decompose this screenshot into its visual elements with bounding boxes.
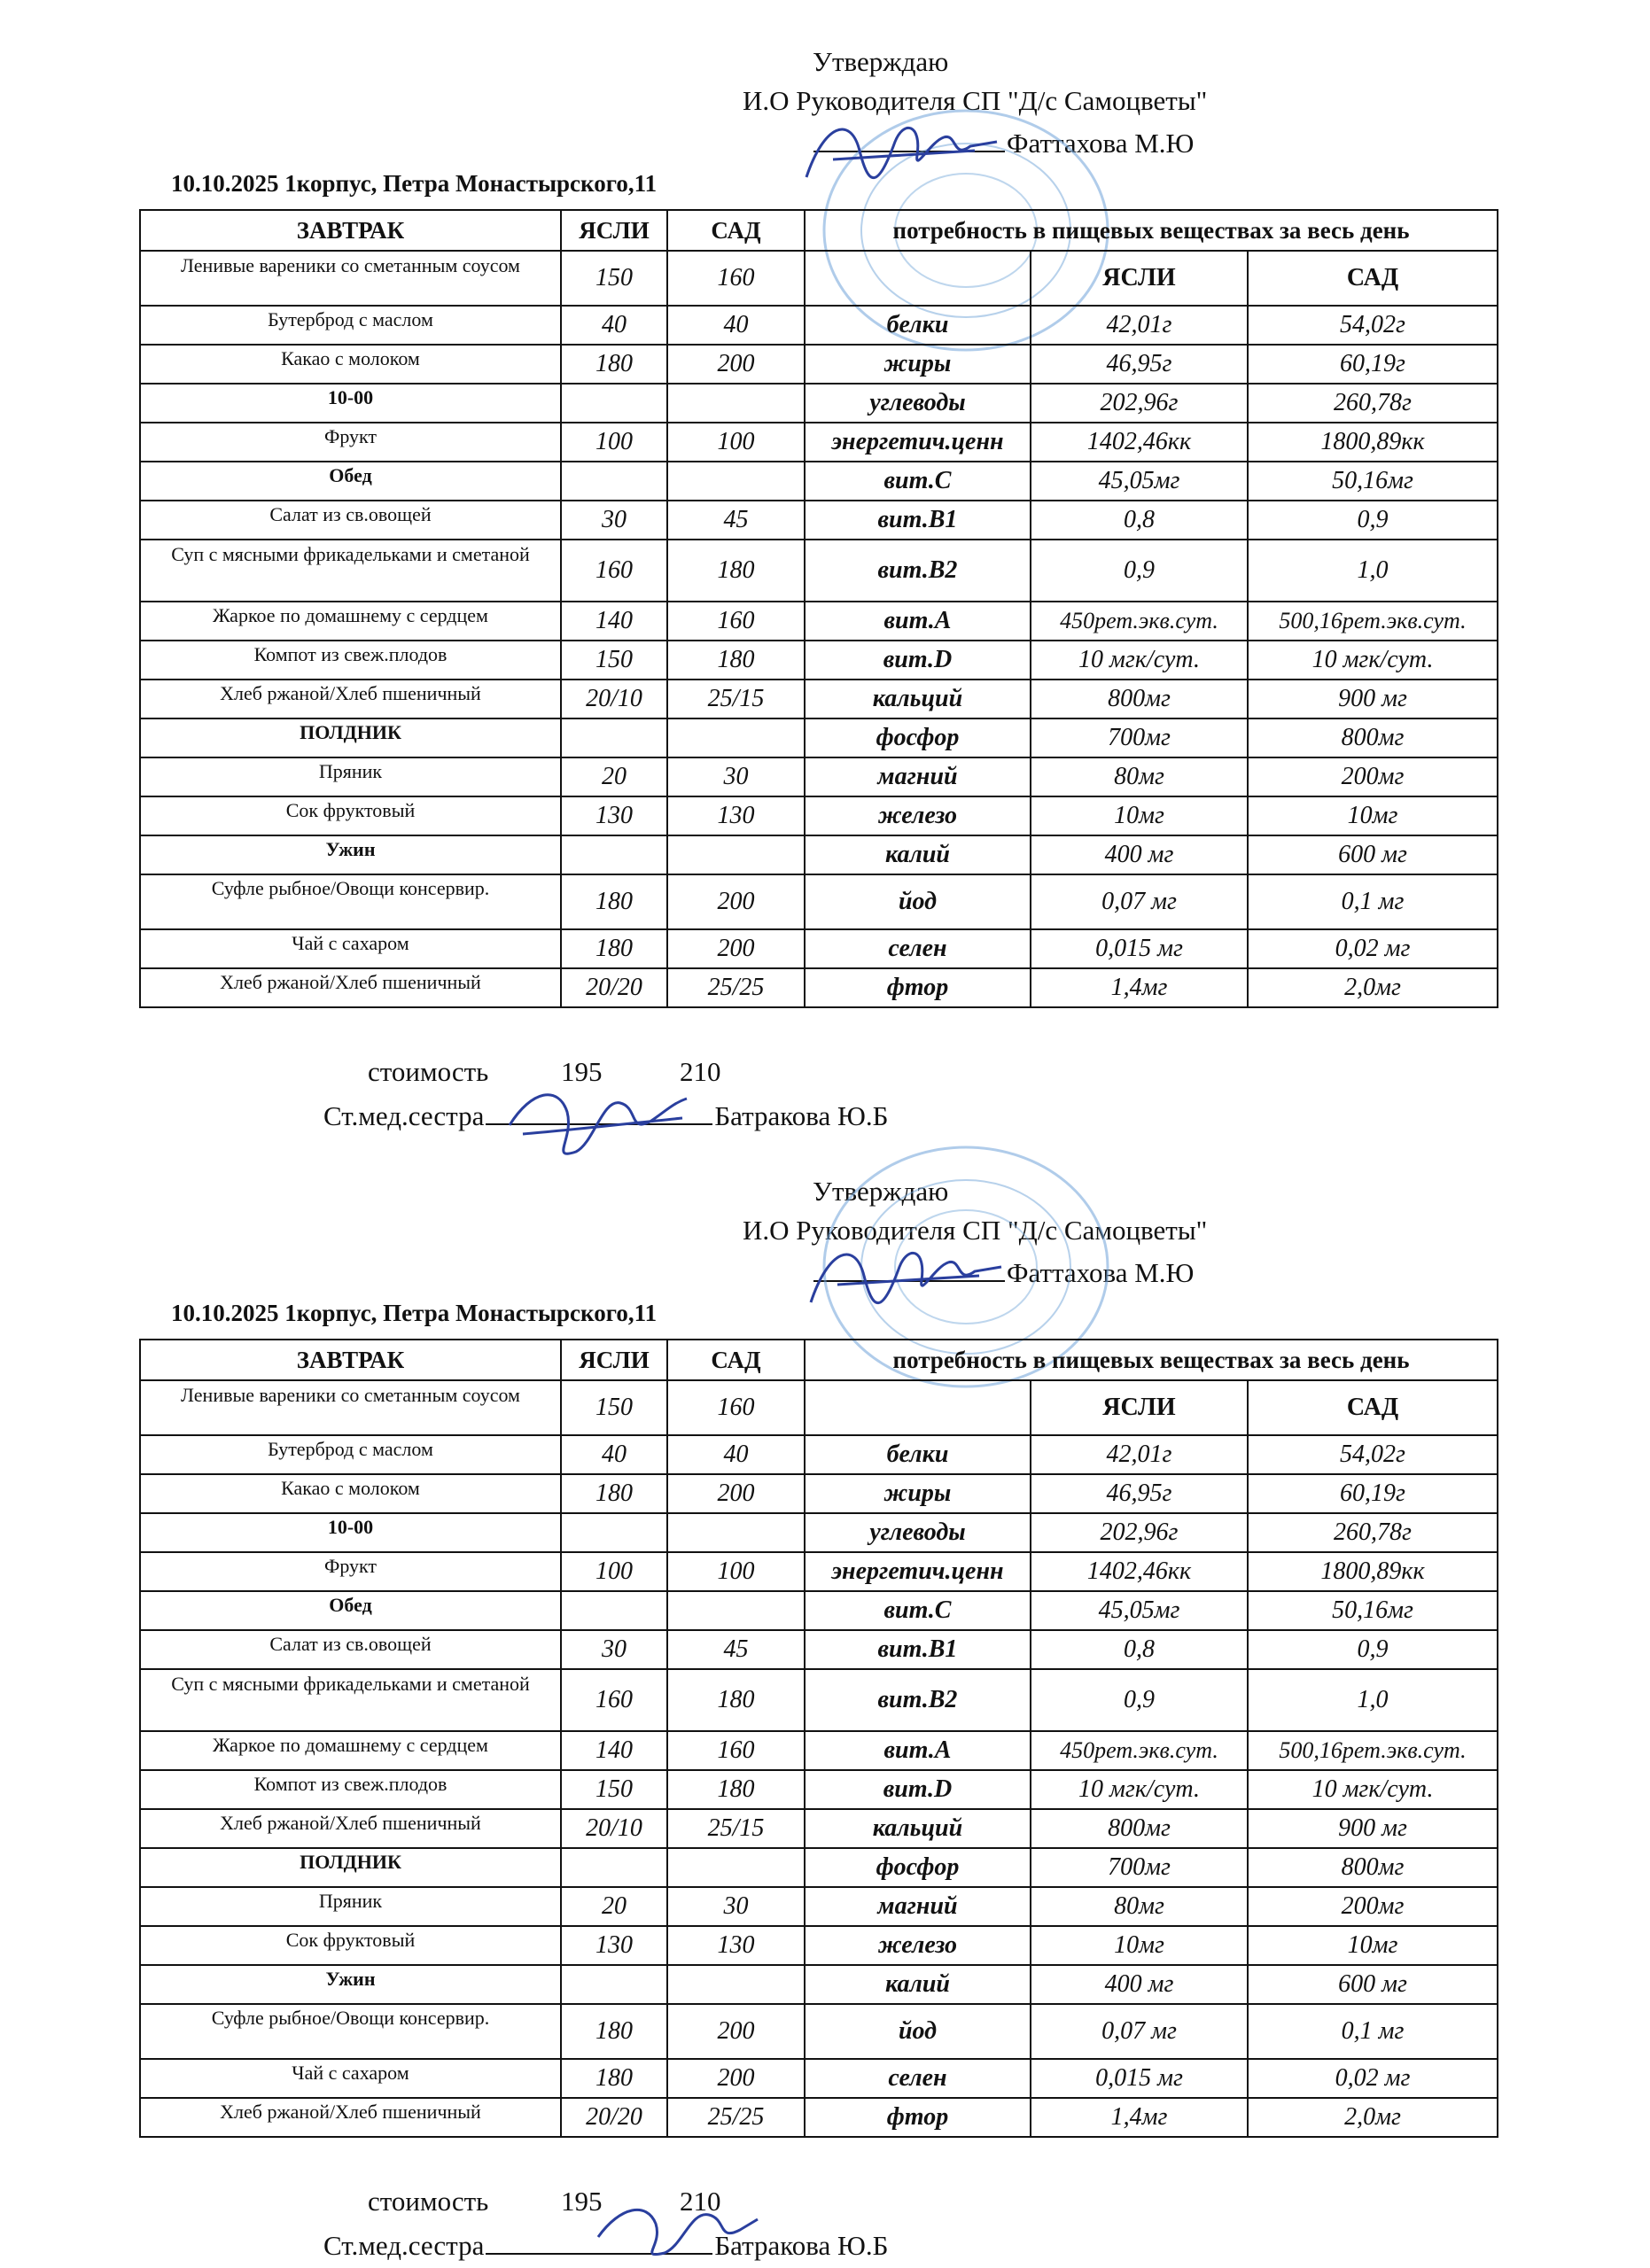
nutrient-value-nursery: 10мг <box>1031 1926 1248 1965</box>
nutrient-name: вит.В2 <box>805 1669 1031 1731</box>
nutrient-name: селен <box>805 2059 1031 2098</box>
nutrient-subheader-garden: САД <box>1248 251 1498 306</box>
dish-portion-garden: 130 <box>667 796 805 835</box>
dish-name: 10-00 <box>140 1513 561 1552</box>
table-row <box>140 968 1498 1007</box>
dish-portion-garden: 25/15 <box>667 1809 805 1848</box>
dish-portion-garden: 180 <box>667 1669 805 1731</box>
table-row <box>140 1591 1498 1630</box>
nutrient-value-garden: 50,16мг <box>1248 462 1498 501</box>
nutrient-value-nursery: 450рет.экв.сут. <box>1031 1731 1248 1770</box>
nutrient-name: вит.В1 <box>805 501 1031 540</box>
table-row <box>140 796 1498 835</box>
dish-portion-nursery: 20/10 <box>561 1809 667 1848</box>
cost-line <box>368 2186 721 2218</box>
nutrient-value-garden: 60,19г <box>1248 1474 1498 1513</box>
table-row <box>140 1809 1498 1848</box>
nutrient-value-nursery: 46,95г <box>1031 345 1248 384</box>
cost-line <box>368 1056 721 1088</box>
dish-name: Хлеб ржаной/Хлеб пшеничный <box>140 2098 561 2137</box>
cost-garden: 210 <box>680 2186 721 2217</box>
table-row <box>140 306 1498 345</box>
header-needs: потребность в пищевых веществах за весь день <box>805 1340 1498 1380</box>
nutrient-value-nursery: 42,01г <box>1031 1435 1248 1474</box>
table-row <box>140 462 1498 501</box>
nutrient-value-garden: 1800,89кк <box>1248 423 1498 462</box>
table-row <box>140 680 1498 718</box>
dish-portion-garden <box>667 462 805 501</box>
dish-name: Салат из св.овощей <box>140 1630 561 1669</box>
dish-name: Ленивые вареники со сметанным соусом <box>140 1380 561 1435</box>
dish-portion-nursery: 20/20 <box>561 968 667 1007</box>
nutrient-name: калий <box>805 1965 1031 2004</box>
dish-portion-nursery: 180 <box>561 2059 667 2098</box>
nutrient-value-nursery: 1,4мг <box>1031 2098 1248 2137</box>
menu-title: 10.10.2025 1корпус, Петра Монастырского,11 <box>171 170 658 197</box>
nutrient-value-nursery: 1,4мг <box>1031 968 1248 1007</box>
nutrient-value-garden: 600 мг <box>1248 835 1498 874</box>
dish-name: Суфле рыбное/Овощи консервир. <box>140 874 561 929</box>
dish-portion-garden: 200 <box>667 2059 805 2098</box>
nutrient-name: фосфор <box>805 718 1031 757</box>
nutrient-value-garden: 500,16рет.экв.сут. <box>1248 1731 1498 1770</box>
approval-line-1: Утверждаю <box>813 46 949 77</box>
nutrient-subheader-garden: САД <box>1248 1380 1498 1435</box>
dish-name: Какао с молоком <box>140 1474 561 1513</box>
nurse-name: Батракова Ю.Б <box>714 2230 889 2261</box>
header-nursery: ЯСЛИ <box>561 210 667 251</box>
table-row <box>140 1926 1498 1965</box>
nutrient-value-garden: 900 мг <box>1248 680 1498 718</box>
nutrient-value-garden: 260,78г <box>1248 1513 1498 1552</box>
approval-line-3 <box>813 1255 1194 1289</box>
dish-portion-nursery: 30 <box>561 1630 667 1669</box>
nutrient-value-nursery: 0,07 мг <box>1031 874 1248 929</box>
header-nursery: ЯСЛИ <box>561 1340 667 1380</box>
nutrient-value-nursery: 0,9 <box>1031 1669 1248 1731</box>
table-row <box>140 1474 1498 1513</box>
menu-table <box>139 209 1498 1008</box>
dish-portion-nursery <box>561 718 667 757</box>
nutrient-value-garden: 2,0мг <box>1248 2098 1498 2137</box>
dish-name: Ужин <box>140 835 561 874</box>
nutrient-value-nursery: 400 мг <box>1031 835 1248 874</box>
table-row <box>140 1380 1498 1435</box>
dish-name: 10-00 <box>140 384 561 423</box>
nutrient-value-garden: 1800,89кк <box>1248 1552 1498 1591</box>
dish-portion-garden <box>667 1591 805 1630</box>
nurse-signature-line <box>486 2228 712 2255</box>
approval-line-3 <box>813 126 1194 159</box>
menu-title: 10.10.2025 1корпус, Петра Монастырского,11 <box>171 1300 658 1326</box>
nutrient-value-nursery: 1402,46кк <box>1031 1552 1248 1591</box>
dish-portion-nursery <box>561 1965 667 2004</box>
nutrient-value-nursery: 800мг <box>1031 1809 1248 1848</box>
nutrient-name: вит.С <box>805 1591 1031 1630</box>
nutrient-value-nursery: 0,015 мг <box>1031 929 1248 968</box>
nutrient-value-garden: 10 мгк/сут. <box>1248 641 1498 680</box>
signature-line <box>813 126 1005 152</box>
dish-portion-garden <box>667 384 805 423</box>
dish-portion-garden: 180 <box>667 540 805 602</box>
nutrient-name: вит.А <box>805 602 1031 641</box>
nutrient-value-nursery: 0,8 <box>1031 1630 1248 1669</box>
dish-portion-nursery: 160 <box>561 1669 667 1731</box>
nutrient-value-nursery: 46,95г <box>1031 1474 1248 1513</box>
nutrient-value-nursery: 0,9 <box>1031 540 1248 602</box>
menu-body <box>140 251 1498 1007</box>
table-row <box>140 1552 1498 1591</box>
dish-portion-nursery: 180 <box>561 1474 667 1513</box>
dish-portion-garden: 200 <box>667 929 805 968</box>
nutrient-name: магний <box>805 757 1031 796</box>
table-row <box>140 2059 1498 2098</box>
table-row <box>140 251 1498 306</box>
dish-portion-nursery: 150 <box>561 1770 667 1809</box>
table-row <box>140 2004 1498 2059</box>
nutrient-value-garden: 0,02 мг <box>1248 2059 1498 2098</box>
nutrient-name: энергетич.ценн <box>805 1552 1031 1591</box>
dish-portion-nursery: 150 <box>561 251 667 306</box>
nutrient-name: кальций <box>805 680 1031 718</box>
dish-portion-garden: 160 <box>667 1731 805 1770</box>
menu-table <box>139 1339 1498 2138</box>
dish-portion-garden: 100 <box>667 423 805 462</box>
dish-name: Ленивые вареники со сметанным соусом <box>140 251 561 306</box>
nutrient-value-garden: 900 мг <box>1248 1809 1498 1848</box>
table-row <box>140 1630 1498 1669</box>
dish-portion-nursery: 20/10 <box>561 680 667 718</box>
dish-portion-nursery: 180 <box>561 874 667 929</box>
nutrient-value-garden: 1,0 <box>1248 1669 1498 1731</box>
nutrient-value-garden: 54,02г <box>1248 1435 1498 1474</box>
nutrient-value-garden: 0,1 мг <box>1248 2004 1498 2059</box>
nutrient-value-nursery: 202,96г <box>1031 1513 1248 1552</box>
dish-portion-nursery <box>561 1848 667 1887</box>
dish-portion-garden: 40 <box>667 1435 805 1474</box>
dish-portion-nursery: 40 <box>561 1435 667 1474</box>
dish-name: Хлеб ржаной/Хлеб пшеничный <box>140 680 561 718</box>
nutrient-value-nursery: 0,8 <box>1031 501 1248 540</box>
table-header-row <box>140 1340 1498 1380</box>
dish-portion-garden: 45 <box>667 501 805 540</box>
dish-portion-garden: 25/25 <box>667 968 805 1007</box>
nutrient-value-garden: 60,19г <box>1248 345 1498 384</box>
dish-name: Хлеб ржаной/Хлеб пшеничный <box>140 1809 561 1848</box>
dish-portion-garden: 160 <box>667 1380 805 1435</box>
nutrient-value-nursery: 400 мг <box>1031 1965 1248 2004</box>
dish-portion-nursery: 30 <box>561 501 667 540</box>
header-garden: САД <box>667 1340 805 1380</box>
dish-name: Пряник <box>140 757 561 796</box>
table-row <box>140 835 1498 874</box>
nutrient-name: вит.В2 <box>805 540 1031 602</box>
nutrient-name <box>805 251 1031 306</box>
nutrient-name: белки <box>805 306 1031 345</box>
dish-portion-nursery: 180 <box>561 929 667 968</box>
dish-name: Бутерброд с маслом <box>140 1435 561 1474</box>
dish-name: Бутерброд с маслом <box>140 306 561 345</box>
nutrient-name: железо <box>805 796 1031 835</box>
director-name: Фаттахова М.Ю <box>1007 128 1195 159</box>
nutrient-name: энергетич.ценн <box>805 423 1031 462</box>
nutrient-name: кальций <box>805 1809 1031 1848</box>
dish-portion-nursery: 130 <box>561 1926 667 1965</box>
dish-portion-garden: 180 <box>667 641 805 680</box>
nutrient-value-garden: 2,0мг <box>1248 968 1498 1007</box>
table-row <box>140 1848 1498 1887</box>
nutrient-value-garden: 800мг <box>1248 718 1498 757</box>
dish-portion-nursery: 40 <box>561 306 667 345</box>
dish-portion-garden <box>667 1848 805 1887</box>
dish-portion-garden <box>667 718 805 757</box>
dish-portion-nursery: 180 <box>561 2004 667 2059</box>
nutrient-value-nursery: 800мг <box>1031 680 1248 718</box>
table-row <box>140 384 1498 423</box>
cost-label: стоимость <box>368 1056 489 1087</box>
nurse-label: Ст.мед.сестра <box>323 2230 485 2261</box>
dish-name: Фрукт <box>140 1552 561 1591</box>
nutrient-name: фтор <box>805 968 1031 1007</box>
nutrient-value-nursery: 700мг <box>1031 1848 1248 1887</box>
table-row <box>140 1513 1498 1552</box>
table-row <box>140 929 1498 968</box>
nurse-line <box>323 1099 888 1132</box>
nutrient-value-nursery: 450рет.экв.сут. <box>1031 602 1248 641</box>
nutrient-value-garden: 800мг <box>1248 1848 1498 1887</box>
dish-portion-garden: 100 <box>667 1552 805 1591</box>
nutrient-name: железо <box>805 1926 1031 1965</box>
nutrient-value-garden: 50,16мг <box>1248 1591 1498 1630</box>
nutrient-name: йод <box>805 2004 1031 2059</box>
dish-portion-garden: 160 <box>667 602 805 641</box>
nutrient-value-garden: 0,02 мг <box>1248 929 1498 968</box>
table-row <box>140 1669 1498 1731</box>
dish-portion-garden: 130 <box>667 1926 805 1965</box>
nutrient-value-garden: 10мг <box>1248 1926 1498 1965</box>
nurse-label: Ст.мед.сестра <box>323 1100 485 1131</box>
nutrient-name: магний <box>805 1887 1031 1926</box>
dish-portion-garden <box>667 835 805 874</box>
dish-portion-garden <box>667 1965 805 2004</box>
dish-portion-garden: 30 <box>667 1887 805 1926</box>
nutrient-name: жиры <box>805 1474 1031 1513</box>
header-needs: потребность в пищевых веществах за весь день <box>805 210 1498 251</box>
dish-portion-garden: 180 <box>667 1770 805 1809</box>
dish-portion-garden: 45 <box>667 1630 805 1669</box>
approval-line-2: И.О Руководителя СП "Д/с Самоцветы" <box>743 1215 1208 1246</box>
table-row <box>140 423 1498 462</box>
table-row <box>140 757 1498 796</box>
nutrient-subheader-nursery: ЯСЛИ <box>1031 1380 1248 1435</box>
dish-portion-garden: 200 <box>667 2004 805 2059</box>
dish-name: Сок фруктовый <box>140 796 561 835</box>
dish-portion-nursery: 130 <box>561 796 667 835</box>
table-row <box>140 718 1498 757</box>
nutrient-value-nursery: 45,05мг <box>1031 462 1248 501</box>
dish-portion-garden: 30 <box>667 757 805 796</box>
nutrient-name <box>805 1380 1031 1435</box>
nutrient-value-garden: 54,02г <box>1248 306 1498 345</box>
nutrient-value-nursery: 80мг <box>1031 1887 1248 1926</box>
table-row <box>140 540 1498 602</box>
nutrient-value-garden: 500,16рет.экв.сут. <box>1248 602 1498 641</box>
header-meal: ЗАВТРАК <box>140 1340 561 1380</box>
table-row <box>140 1887 1498 1926</box>
dish-portion-nursery: 160 <box>561 540 667 602</box>
nutrient-value-garden: 600 мг <box>1248 1965 1498 2004</box>
nutrient-value-garden: 1,0 <box>1248 540 1498 602</box>
dish-portion-nursery: 150 <box>561 1380 667 1435</box>
dish-name: Пряник <box>140 1887 561 1926</box>
nutrient-name: вит.С <box>805 462 1031 501</box>
signature-line <box>813 1255 1005 1282</box>
dish-name: Какао с молоком <box>140 345 561 384</box>
dish-name: Суп с мясными фрикадельками и сметаной <box>140 540 561 602</box>
dish-portion-nursery: 20/20 <box>561 2098 667 2137</box>
header-meal: ЗАВТРАК <box>140 210 561 251</box>
nurse-line <box>323 2228 888 2262</box>
dish-name: Чай с сахаром <box>140 929 561 968</box>
nutrient-name: углеводы <box>805 1513 1031 1552</box>
nutrient-name: фтор <box>805 2098 1031 2137</box>
table-row <box>140 2098 1498 2137</box>
dish-portion-garden: 160 <box>667 251 805 306</box>
dish-portion-garden: 200 <box>667 1474 805 1513</box>
nutrient-name: калий <box>805 835 1031 874</box>
nutrient-value-garden: 10мг <box>1248 796 1498 835</box>
nutrient-name: белки <box>805 1435 1031 1474</box>
cost-nursery: 195 <box>561 1056 603 1087</box>
dish-portion-nursery: 100 <box>561 1552 667 1591</box>
menu-body <box>140 1380 1498 2137</box>
dish-portion-nursery: 20 <box>561 757 667 796</box>
table-row <box>140 345 1498 384</box>
nutrient-name: вит.В1 <box>805 1630 1031 1669</box>
dish-portion-garden: 25/15 <box>667 680 805 718</box>
table-row <box>140 501 1498 540</box>
dish-name: ПОЛДНИК <box>140 1848 561 1887</box>
header-garden: САД <box>667 210 805 251</box>
nurse-signature-line <box>486 1099 712 1125</box>
nutrient-name: вит.D <box>805 1770 1031 1809</box>
nutrient-value-nursery: 202,96г <box>1031 384 1248 423</box>
dish-portion-nursery <box>561 384 667 423</box>
nutrient-subheader-nursery: ЯСЛИ <box>1031 251 1248 306</box>
nutrient-value-garden: 200мг <box>1248 1887 1498 1926</box>
table-header-row <box>140 210 1498 251</box>
dish-portion-garden: 200 <box>667 874 805 929</box>
nutrient-value-nursery: 42,01г <box>1031 306 1248 345</box>
table-row <box>140 874 1498 929</box>
nutrient-value-nursery: 10 мгк/сут. <box>1031 1770 1248 1809</box>
dish-name: Жаркое по домашнему с сердцем <box>140 602 561 641</box>
dish-name: ПОЛДНИК <box>140 718 561 757</box>
nutrient-value-garden: 200мг <box>1248 757 1498 796</box>
dish-name: Компот из свеж.плодов <box>140 641 561 680</box>
nutrient-value-nursery: 80мг <box>1031 757 1248 796</box>
approval-line-1: Утверждаю <box>813 1176 949 1207</box>
dish-portion-garden: 25/25 <box>667 2098 805 2137</box>
table-row <box>140 1965 1498 2004</box>
dish-name: Сок фруктовый <box>140 1926 561 1965</box>
director-name: Фаттахова М.Ю <box>1007 1257 1195 1288</box>
dish-portion-nursery <box>561 1513 667 1552</box>
nutrient-name: углеводы <box>805 384 1031 423</box>
cost-nursery: 195 <box>561 2186 603 2217</box>
nutrient-value-nursery: 0,015 мг <box>1031 2059 1248 2098</box>
nutrient-value-nursery: 10 мгк/сут. <box>1031 641 1248 680</box>
nutrient-value-nursery: 0,07 мг <box>1031 2004 1248 2059</box>
nurse-name: Батракова Ю.Б <box>714 1100 889 1131</box>
nutrient-name: вит.А <box>805 1731 1031 1770</box>
nutrient-value-nursery: 1402,46кк <box>1031 423 1248 462</box>
dish-name: Жаркое по домашнему с сердцем <box>140 1731 561 1770</box>
dish-portion-garden: 40 <box>667 306 805 345</box>
dish-portion-nursery: 20 <box>561 1887 667 1926</box>
nutrient-value-garden: 0,9 <box>1248 1630 1498 1669</box>
table-row <box>140 602 1498 641</box>
dish-name: Суп с мясными фрикадельками и сметаной <box>140 1669 561 1731</box>
nutrient-name: вит.D <box>805 641 1031 680</box>
dish-name: Салат из св.овощей <box>140 501 561 540</box>
nutrient-value-garden: 0,1 мг <box>1248 874 1498 929</box>
dish-name: Чай с сахаром <box>140 2059 561 2098</box>
approval-line-2: И.О Руководителя СП "Д/с Самоцветы" <box>743 85 1208 116</box>
dish-portion-nursery: 180 <box>561 345 667 384</box>
dish-name: Ужин <box>140 1965 561 2004</box>
nutrient-value-nursery: 10мг <box>1031 796 1248 835</box>
nutrient-value-nursery: 45,05мг <box>1031 1591 1248 1630</box>
nutrient-value-garden: 260,78г <box>1248 384 1498 423</box>
dish-portion-nursery: 150 <box>561 641 667 680</box>
nutrient-value-garden: 10 мгк/сут. <box>1248 1770 1498 1809</box>
nutrient-name: селен <box>805 929 1031 968</box>
dish-portion-nursery: 140 <box>561 602 667 641</box>
dish-name: Суфле рыбное/Овощи консервир. <box>140 2004 561 2059</box>
dish-portion-nursery: 140 <box>561 1731 667 1770</box>
dish-portion-garden: 200 <box>667 345 805 384</box>
nutrient-name: жиры <box>805 345 1031 384</box>
table-row <box>140 1435 1498 1474</box>
cost-garden: 210 <box>680 1056 721 1087</box>
nutrient-name: фосфор <box>805 1848 1031 1887</box>
dish-portion-nursery: 100 <box>561 423 667 462</box>
table-row <box>140 641 1498 680</box>
dish-name: Фрукт <box>140 423 561 462</box>
dish-portion-nursery <box>561 462 667 501</box>
cost-label: стоимость <box>368 2186 489 2217</box>
dish-name: Обед <box>140 462 561 501</box>
nutrient-value-nursery: 700мг <box>1031 718 1248 757</box>
dish-portion-nursery <box>561 1591 667 1630</box>
dish-name: Компот из свеж.плодов <box>140 1770 561 1809</box>
dish-portion-nursery <box>561 835 667 874</box>
table-row <box>140 1770 1498 1809</box>
dish-name: Хлеб ржаной/Хлеб пшеничный <box>140 968 561 1007</box>
dish-name: Обед <box>140 1591 561 1630</box>
nutrient-value-garden: 0,9 <box>1248 501 1498 540</box>
nutrient-name: йод <box>805 874 1031 929</box>
table-row <box>140 1731 1498 1770</box>
dish-portion-garden <box>667 1513 805 1552</box>
